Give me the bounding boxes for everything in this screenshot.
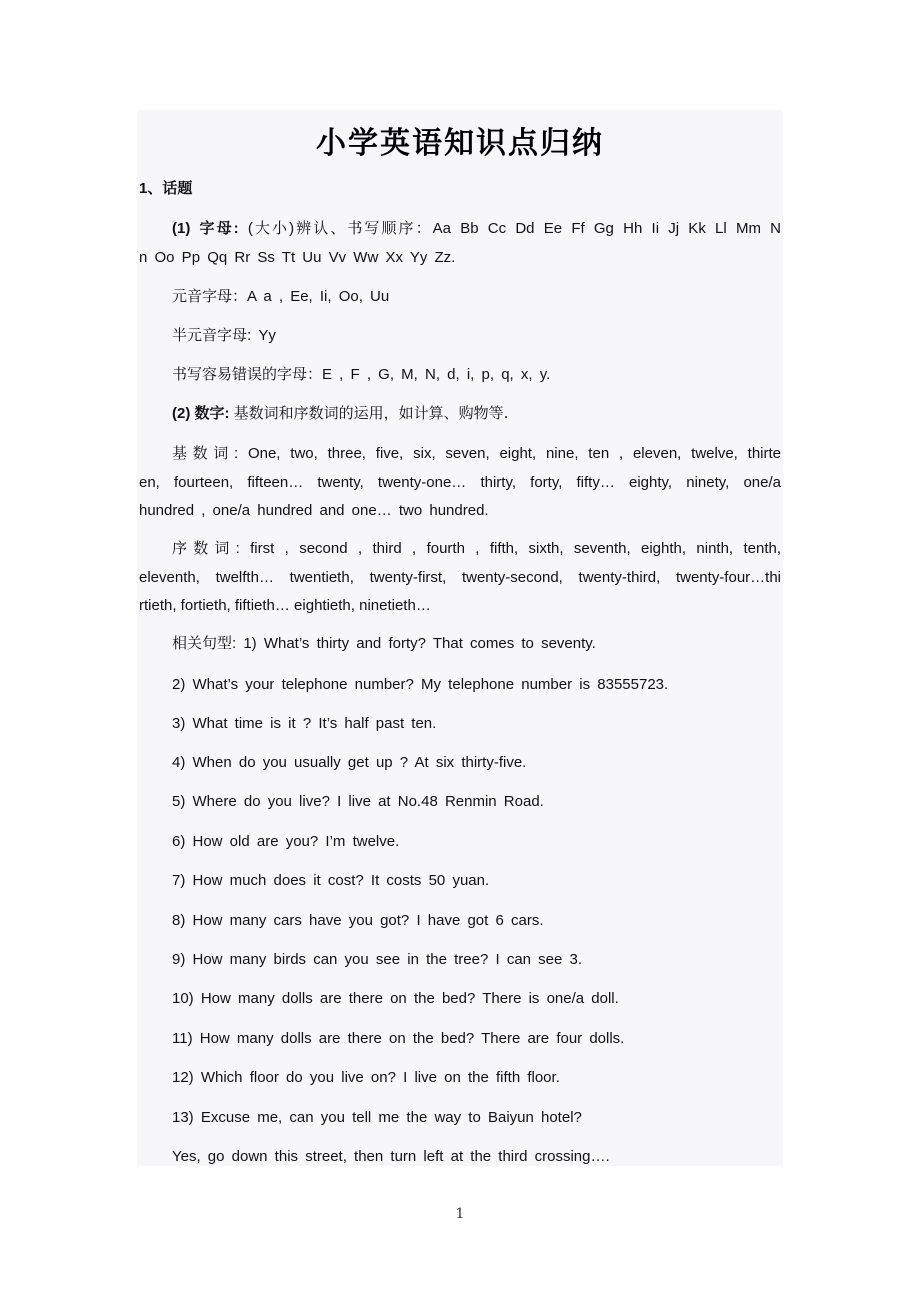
- section-heading: 1、话题: [139, 180, 193, 197]
- numbers-label: (2) 数字:: [172, 405, 230, 422]
- numbers-line: [172, 399, 814, 428]
- letters-label: (1) 字母:: [172, 220, 239, 237]
- sentence-line: 10) How many dolls are there on the bed? There is one/a doll.: [172, 990, 619, 1007]
- sentence-line: 8) How many cars have you got? I have got 6 cars.: [172, 912, 544, 929]
- cardinal-line-3: hundred , one/a hundred and one… two hundred.: [139, 502, 489, 519]
- ordinal-line-3: rtieth, fortieth, fiftieth… eightieth, ninetieth…: [139, 597, 431, 614]
- sentence-line: 相关句型: 1) What’s thirty and forty? That comes to seventy.: [172, 635, 596, 652]
- sentence-line: 4) When do you usually get up ? At six thirty-five.: [172, 754, 527, 771]
- vowels-line: 元音字母：A a , Ee, Ii, Oo, Uu: [172, 288, 390, 305]
- letters-order-text: (大小)辨认、书写顺序：Aa Bb Cc Dd Ee Ff Gg Hh Ii Jj Kk Ll Mm N: [247, 220, 781, 237]
- sentence-line: 3) What time is it ? It’s half past ten.: [172, 715, 437, 732]
- sentence-line: 7) How much does it cost? It costs 50 yuan.: [172, 872, 490, 889]
- cardinal-line-1: 基数词: One, two, three, five, six, seven, eight, nine, ten , eleven, twelve, thirte: [172, 445, 781, 462]
- page-number: 1: [455, 1206, 465, 1222]
- sentence-line: 9) How many birds can you see in the tree? I can see 3.: [172, 951, 583, 968]
- document-body: [137, 110, 783, 1166]
- letters-line-2: n Oo Pp Qq Rr Ss Tt Uu Vv Ww Xx Yy Zz.: [139, 249, 456, 266]
- numbers-desc: 基数词和序数词的运用，如计算、购物等.: [233, 404, 509, 422]
- error-prone-letters-line: 书写容易错误的字母：E , F , G, M, N, d, i, p, q, x, y.: [172, 366, 551, 383]
- sentence-line: 2) What’s your telephone number? My telephone number is 83555723.: [172, 676, 669, 693]
- sentence-line: 5) Where do you live? I live at No.48 Renmin Road.: [172, 793, 544, 810]
- sentence-line: 13) Excuse me, can you tell me the way to Baiyun hotel?: [172, 1109, 582, 1126]
- sentence-line: 6) How old are you? I’m twelve.: [172, 833, 400, 850]
- cardinal-line-2: en, fourteen, fifteen… twenty, twenty-one… thirty, forty, fifty… eighty, ninety, one/a: [139, 474, 781, 491]
- ordinal-line-1: 序数词: first , second , third , fourth , fifth, sixth, seventh, eighth, ninth, tenth,: [172, 540, 781, 557]
- sentence-line: 12) Which floor do you live on? I live on the fifth floor.: [172, 1069, 560, 1086]
- letters-line-1: [172, 214, 781, 243]
- document-title: 小学英语知识点归纳: [316, 126, 604, 161]
- sentence-line: Yes, go down this street, then turn left at the third crossing….: [172, 1148, 610, 1165]
- semivowels-line: 半元音字母: Yy: [172, 327, 276, 344]
- ordinal-line-2: eleventh, twelfth… twentieth, twenty-first, twenty-second, twenty-third, twenty-four…thi: [139, 569, 781, 586]
- sentence-line: 11) How many dolls are there on the bed? There are four dolls.: [172, 1030, 625, 1047]
